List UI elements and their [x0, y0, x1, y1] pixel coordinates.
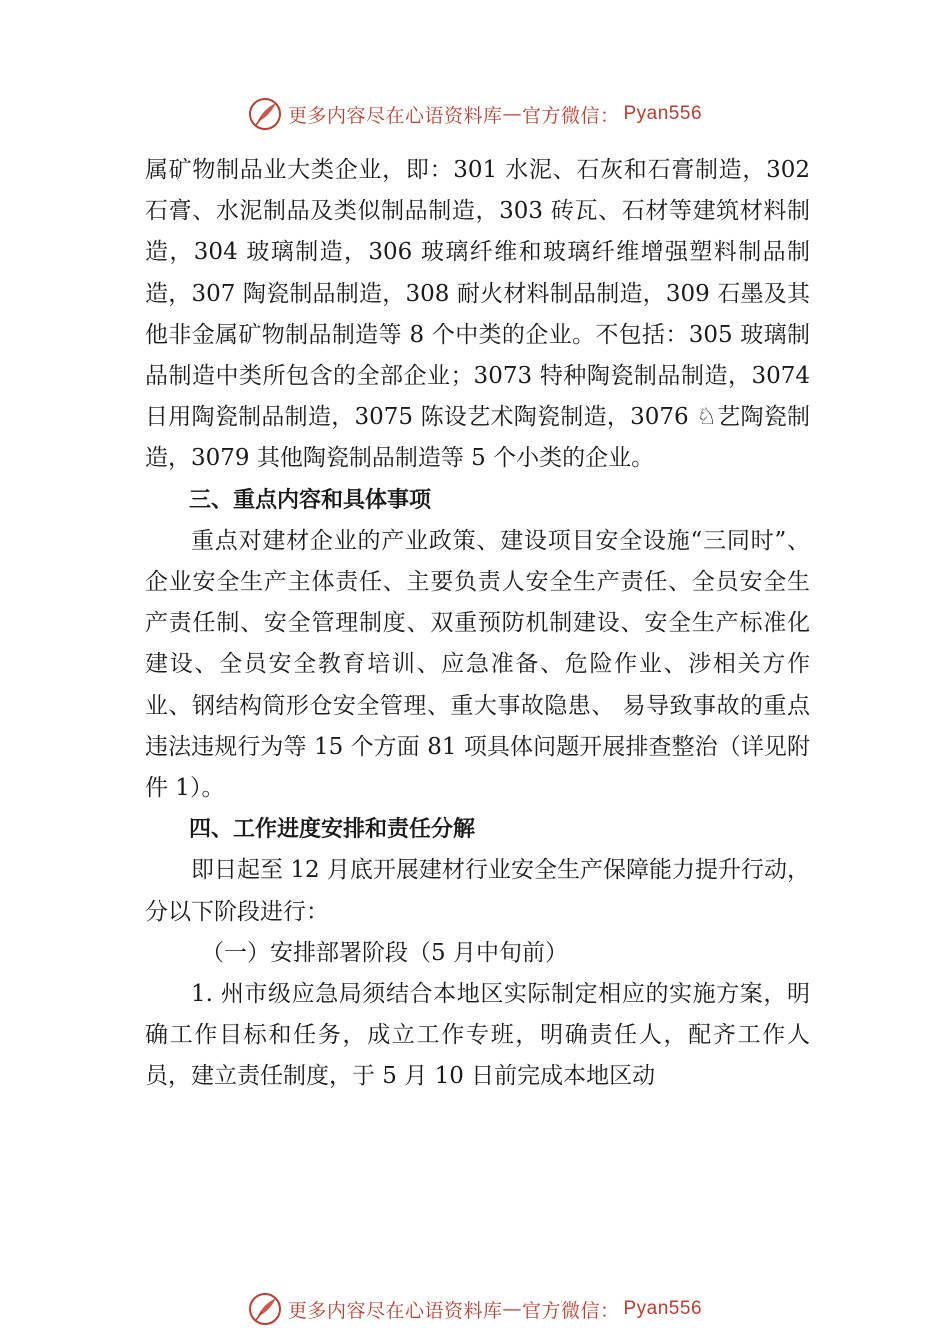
section-heading-4: 四、工作进度安排和责任分解: [189, 817, 476, 843]
banner-wechat-label: 官方微信：: [521, 104, 620, 127]
banner-brand: 更多内容尽在心语资料库: [287, 1299, 503, 1322]
banner-dash: —: [502, 103, 522, 125]
paragraph-schedule: 即日起至 12 月底开展建材行业安全生产保障能力提升行动，分以下阶段进行：: [145, 857, 810, 925]
subsection-heading-1: （一）安排部署阶段（5 月中旬前）: [201, 939, 568, 966]
section-heading-3: 三、重点内容和具体事项: [189, 487, 432, 513]
feather-quill-logo: [248, 1292, 282, 1326]
banner-wechat-id: Pyan556: [623, 1298, 703, 1319]
paragraph-item-1: 1. 州市级应急局须结合本地区实际制定相应的实施方案，明确工作目标和任务，成立工作专班，明确责任人，配齐工作人员，建立责任制度，于 5 月 10 日前完成本地区动: [145, 981, 810, 1090]
paragraph-industry-scope: 属矿物制品业大类企业，即：301 水泥、石灰和石膏制造，302 石膏、水泥制品及类似制品制造，303 砖瓦、石材等建筑材料制造，304 玻璃制造，306 玻璃纤维和玻璃纤维增强塑料制品制造，307 陶瓷制品制造，308 耐火材料制品制造，309 石墨及其他非金属矿物制品制造等 8 个中类的企业。不包括：305 玻璃制品制造中类所包含的全部企业；3073 特种陶瓷制品制造，3074 日用陶瓷制品制造，3075 陈设艺术陶瓷制造，3076 ♘艺陶瓷制造，3079 其他陶瓷制品制造等 5 个小类的企业。: [145, 157, 810, 472]
banner-wechat-label: 官方微信：: [521, 1299, 620, 1322]
watermark-banner-top: [0, 94, 950, 134]
banner-wechat-id: Pyan556: [623, 103, 703, 124]
document-body: [145, 150, 810, 1098]
watermark-banner-bottom: [0, 1289, 950, 1329]
banner-dash: —: [502, 1298, 522, 1320]
banner-brand: 更多内容尽在心语资料库: [287, 104, 503, 127]
feather-quill-logo: [248, 97, 282, 131]
paragraph-key-content: 重点对建材企业的产业政策、建设项目安全设施“三同时”、企业安全生产主体责任、主要负责人安全生产责任、全员安全生产责任制、安全管理制度、双重预防机制建设、安全生产标准化建设、全员安全教育培训、应急准备、危险作业、涉相关方作业、钢结构筒形仓安全管理、重大事故隐患、 易导致事故的重点违法违规行为等 15 个方面 81 项具体问题开展排查整治（详见附件 1）。: [145, 527, 810, 802]
